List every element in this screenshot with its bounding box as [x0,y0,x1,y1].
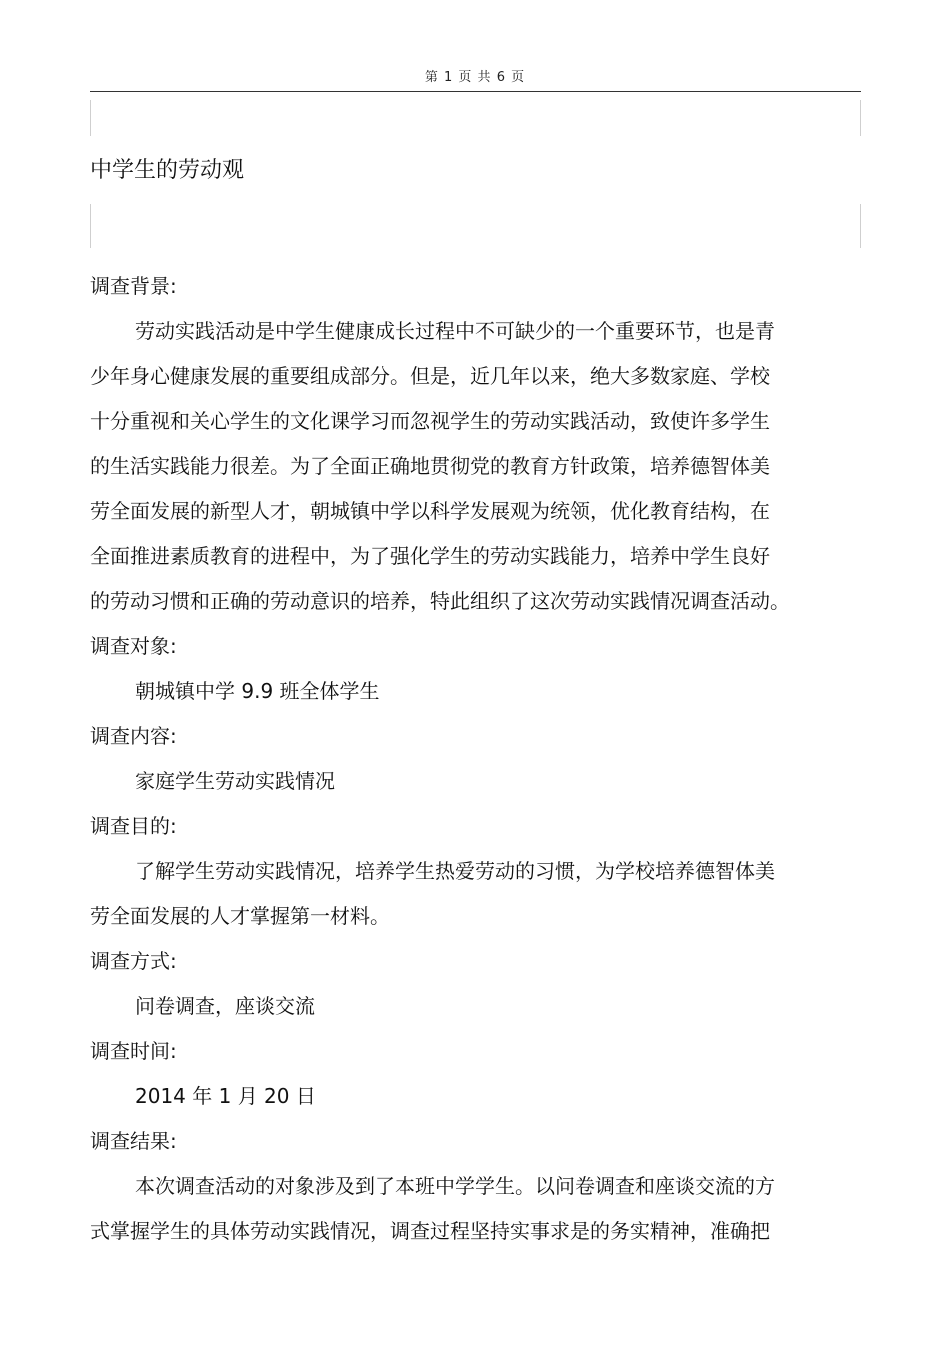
section-heading: 调查结果: [90,1129,177,1153]
paragraph-line-indented: 家庭学生劳动实践情况 [135,769,335,793]
page-indicator: 第 1 页 共 6 页 [424,70,526,85]
paragraph-line-indented: 本次调查活动的对象涉及到了本班中学学生。以问卷调查和座谈交流的方 [135,1174,775,1198]
document-body [90,269,830,1259]
paragraph-line: 劳全面发展的新型人才，朝城镇中学以科学发展观为统领，优化教育结构，在 [90,499,770,523]
section-heading: 调查目的: [90,814,177,838]
paragraph-line-indented: 朝城镇中学 9.9 班全体学生 [135,679,380,703]
paragraph-line: 十分重视和关心学生的文化课学习而忽视学生的劳动实践活动，致使许多学生 [90,409,770,433]
margin-mark-left-bottom [90,204,91,248]
paragraph-line-indented: 劳动实践活动是中学生健康成长过程中不可缺少的一个重要环节，也是青 [135,319,775,343]
paragraph-line: 式掌握学生的具体劳动实践情况，调查过程坚持实事求是的务实精神，准确把 [90,1219,770,1243]
section-heading: 调查方式: [90,949,177,973]
document-title: 中学生的劳动观 [90,158,245,183]
paragraph-line: 劳全面发展的人才掌握第一材料。 [90,904,390,928]
paragraph-line-indented: 2014 年 1 月 20 日 [135,1084,316,1108]
paragraph-line: 全面推进素质教育的进程中，为了强化学生的劳动实践能力，培养中学生良好 [90,544,770,568]
header-rule [90,91,861,92]
section-heading: 调查内容: [90,724,177,748]
section-heading: 调查时间: [90,1039,177,1063]
section-heading: 调查对象: [90,634,177,658]
margin-mark-right-bottom [860,204,861,248]
paragraph-line: 的生活实践能力很差。为了全面正确地贯彻党的教育方针政策，培养德智体美 [90,454,770,478]
paragraph-line: 的劳动习惯和正确的劳动意识的培养，特此组织了这次劳动实践情况调查活动。 [90,589,790,613]
margin-mark-right-top [860,100,861,136]
section-heading: 调查背景: [90,274,177,298]
paragraph-line-indented: 问卷调查，座谈交流 [135,994,315,1018]
paragraph-line: 少年身心健康发展的重要组成部分。但是，近几年以来，绝大多数家庭、学校 [90,364,770,388]
paragraph-line-indented: 了解学生劳动实践情况，培养学生热爱劳动的习惯，为学校培养德智体美 [135,859,775,883]
margin-mark-left-top [90,100,91,136]
